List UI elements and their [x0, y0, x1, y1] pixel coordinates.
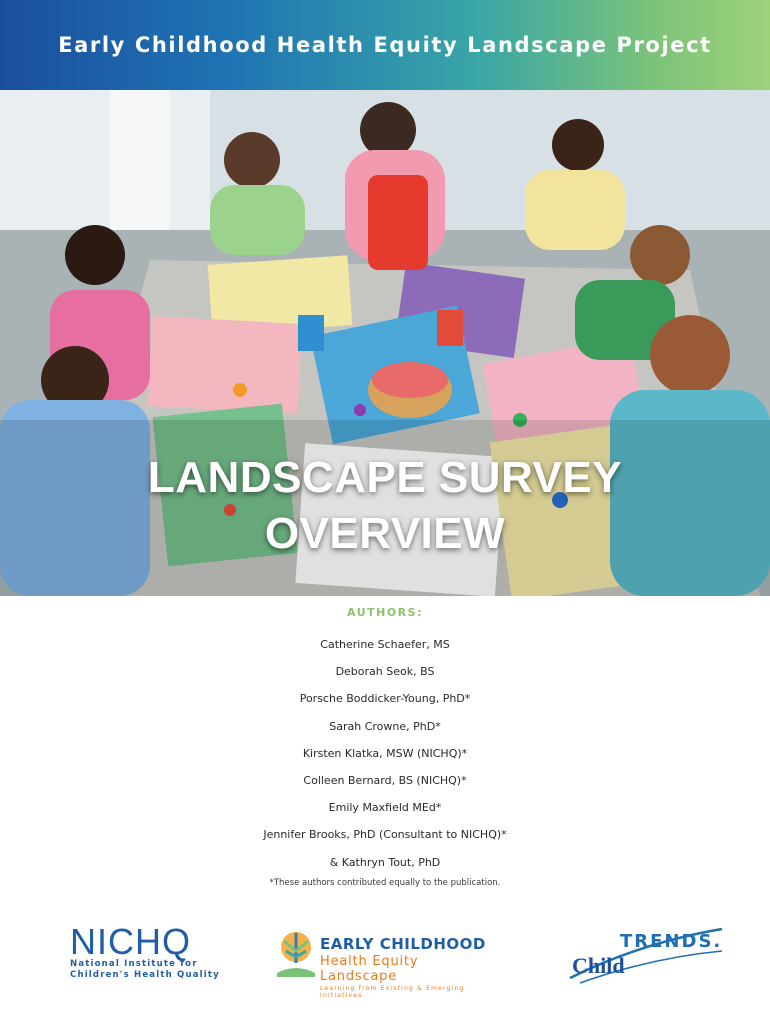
- tree-icon: [275, 929, 317, 979]
- ec-line1: EARLY CHILDHOOD: [320, 935, 486, 953]
- document-title-line2: OVERVIEW: [264, 509, 506, 558]
- authors-section: [0, 600, 770, 888]
- ec-line3: Learning from Existing & Emerging Initiatives: [320, 985, 465, 999]
- nichq-line2: Children's Health Quality: [70, 970, 220, 980]
- author-item: Porsche Boddicker-Young, PhD*: [299, 692, 471, 706]
- authors-heading: AUTHORS:: [347, 606, 423, 619]
- nichq-wordmark: NICHQ: [70, 921, 191, 962]
- child-trends-child: Child: [572, 953, 625, 978]
- author-item: & Kathryn Tout, PhD: [329, 855, 441, 869]
- document-title-line1: LANDSCAPE SURVEY: [147, 453, 623, 502]
- author-item: Deborah Seok, BS: [335, 665, 435, 679]
- contribution-note: *These authors contributed equally to the publication.: [269, 877, 501, 888]
- document-title: [0, 450, 770, 562]
- child-trends-logo: [560, 923, 725, 988]
- author-item: Emily Maxfield MEd*: [328, 801, 442, 815]
- hero-photo: [0, 90, 770, 596]
- author-item: Catherine Schaefer, MS: [320, 638, 450, 651]
- author-list: [0, 631, 770, 876]
- logo-row: [0, 915, 770, 999]
- author-item: Colleen Bernard, BS (NICHQ)*: [303, 774, 467, 788]
- early-childhood-text: [320, 935, 490, 999]
- author-item: Jennifer Brooks, PhD (Consultant to NICHQ)*: [263, 828, 507, 842]
- nichq-line1: National Institute for: [70, 959, 198, 969]
- ec-line2: Health Equity Landscape: [320, 954, 419, 984]
- child-trends-trends: TRENDS.: [620, 931, 723, 952]
- early-childhood-logo: [275, 929, 490, 999]
- project-title: Early Childhood Health Equity Landscape Project: [58, 33, 712, 57]
- author-item: Kirsten Klatka, MSW (NICHQ)*: [302, 746, 468, 760]
- nichq-logo: [70, 921, 220, 981]
- author-item: Sarah Crowne, PhD*: [329, 719, 441, 733]
- header-band: [0, 0, 770, 90]
